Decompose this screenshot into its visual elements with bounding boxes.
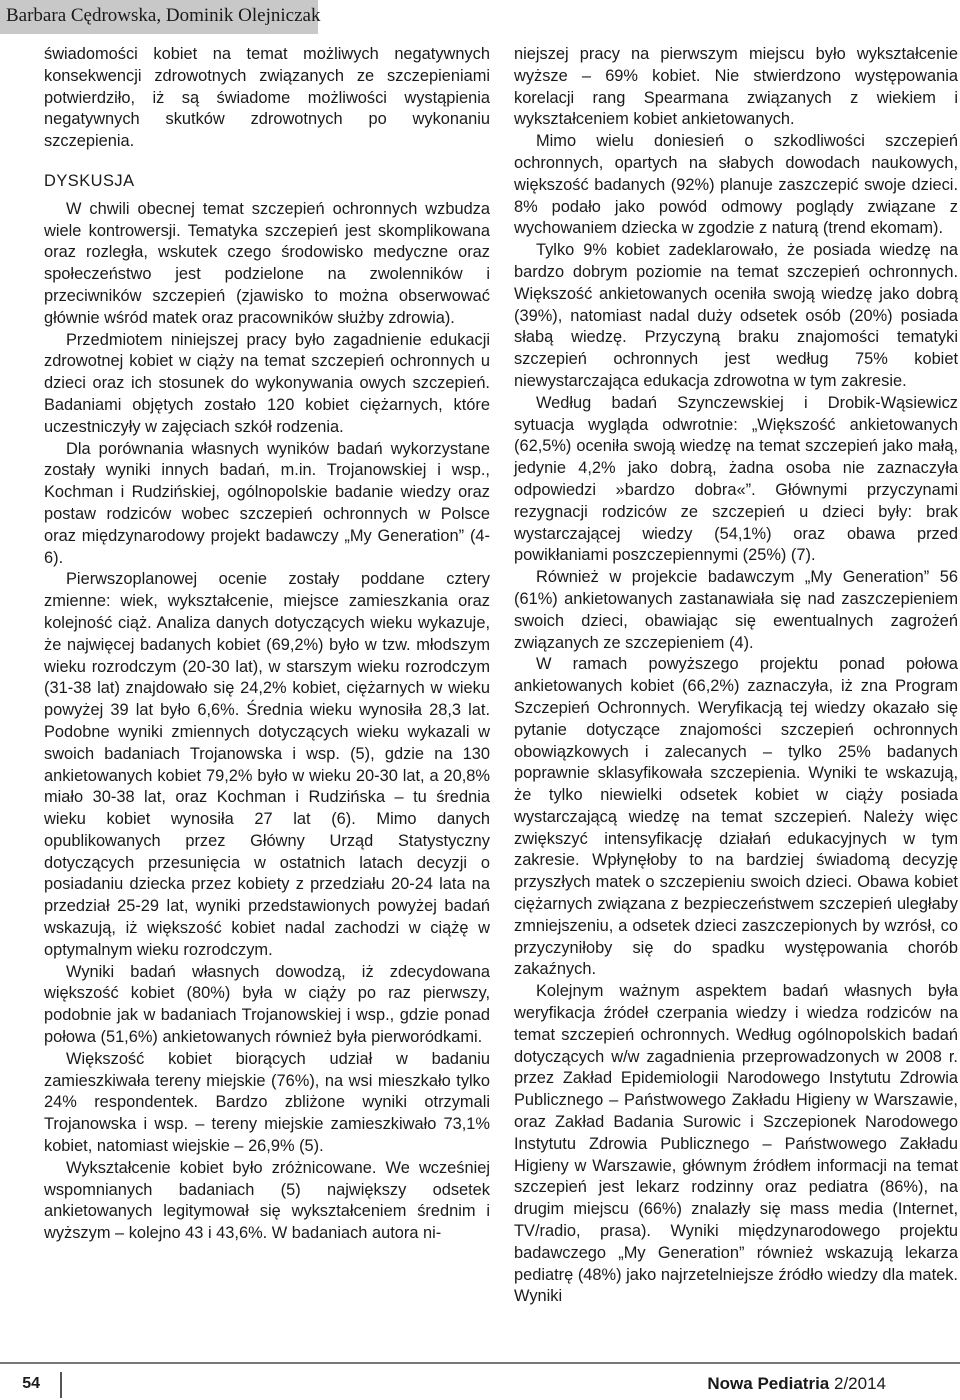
paragraph: Według badań Szynczewskiej i Drobik-Wąsiewicz sytuacja wygląda odwrotnie: „Większość ankietowanych (62,5%) oceniła swoją wiedzę na temat szczepień jako małą, jedynie 4,2% jako dobrą, żadna osoba nie zaznaczyła odpowiedzi »bardzo dobra«”. Głównymi przyczynami rezygnacji rodziców ze szczepień u dzieci były: brak wystarczającej wiedzy (54,1%) oraz obawa przed powikłaniami poszczepiennymi (25%) (7). [514, 393, 958, 565]
paragraph: W chwili obecnej temat szczepień ochronnych wzbudza wiele kontrowersji. Tematyka szczepień jest skomplikowana oraz rozległa, wskutek czego środowisko medyczne oraz społeczeństwo jest podzielone na zwolenników i przeciwników szczepień (zjawisko to można obserwować głównie wśród matek oraz pracowników służby zdrowia). [44, 199, 490, 327]
paragraph: Przedmiotem niniejszej pracy było zagadnienie edukacji zdrowotnej kobiet w ciąży na temat szczepień ochronnych u dzieci oraz ich stosunek do wykonywania owych szczepień. Badaniami objętych zostało 120 kobiet ciężarnych, które uczestniczyły w zajęciach szkół rodzenia. [44, 330, 490, 436]
paragraph: Wyniki badań własnych dowodzą, iż zdecydowana większość kobiet (80%) była w ciąży po raz pierwszy, podobnie jak w badaniach Trojanowskiej i wsp., gdzie ponad połowa (51,6%) ankietowanych również była pierworódkami. [44, 962, 490, 1047]
right-column [514, 44, 958, 1308]
paragraph: W ramach powyższego projektu ponad połowa ankietowanych kobiet (66,2%) zaznaczyła, iż zna Program Szczepień Ochronnych. Weryfikacją tej wiedzy okazało się pytanie dotyczące znajomości szczepień ochronnych obowiązkowych i zalecanych – tylko 25% badanych poprawnie sklasyfikowała szczepienia. Wyniki te wskazują, że tylko niewielki odsetek kobiet w ciąży posiada wystarczającą wiedzę na temat szczepień. Należy więc zwiększyć intensyfikację działań edukacyjnych w tym zakresie. Wpłynęłoby to na bardziej świadomą decyzję przyszłych matek o szczepieniu swoich dzieci. Obawa kobiet ciężarnych związana z bezpieczeństwem szczepień uległaby zmniejszeniu, a odsetek dzieci zaszczepionych by wzrósł, co przyczyniłoby się do spadku występowania chorób zakaźnych. [514, 655, 958, 979]
page-number-box [0, 1372, 62, 1398]
paragraph: Tylko 9% kobiet zadeklarowało, że posiada wiedzę na bardzo dobrym poziomie na temat szczepień ochronnych. Większość ankietowanych oceniła swoją wiedzę jako dobrą (39%), natomiast nadal duży odsetek osób (20%) posiada słabą wiedzę. Przyczyną braku znajomości tematyki szczepień ochronnych jest według 75% kobiet niewystarczająca edukacja zdrowotna w tym zakresie. [514, 241, 958, 390]
paragraph: świadomości kobiet na temat możliwych negatywnych konsekwencji zdrowotnych związanych ze szczepieniami potwierdziło, iż są świadome możliwości wystąpienia negatywnych skutków zdrowotnych po wykonaniu szczepienia. [44, 45, 490, 151]
journal-issue: 2/2014 [834, 1374, 886, 1393]
running-header [0, 0, 321, 34]
section-heading: DYSKUSJA [44, 171, 135, 190]
paragraph: Również w projekcie badawczym „My Generation” 56 (61%) ankietowanych zastanawiała się nad zaszczepieniem swoich dzieci, obawiając się ewentualnych zagrożeń związanych ze szczepieniem (4). [514, 568, 958, 652]
paragraph: Wykształcenie kobiet było zróżnicowane. We wcześniej wspomnianych badaniach (5) największy odsetek ankietowanych legitymował się wykształceniem średnim i wyższym – kolejno 43 i 43,6%. W badaniach autora ni- [44, 1158, 490, 1243]
paragraph: Dla porównania własnych wyników badań wykorzystane zostały wyniki innych badań, m.in. Trojanowskiej i wsp., Kochman i Rudzińskiej, ogólnopolskie badanie wiedzy oraz postaw rodziców wobec szczepień ochronnych w Polsce oraz międzynarodowy projekt badawczy „My Generation” (4-6). [44, 439, 490, 567]
page-number: 54 [22, 1375, 40, 1392]
journal-footer [707, 1374, 886, 1394]
footer-divider [0, 1362, 960, 1364]
left-column [44, 44, 490, 1245]
journal-name: Nowa Pediatria [707, 1374, 830, 1393]
paragraph: niejszej pracy na pierwszym miejscu było wykształcenie wyższe – 69% kobiet. Nie stwierdzono występowania korelacji rang Spearmana związanych z wiekiem i wykształceniem kobiet ankietowanych. [514, 45, 958, 129]
paragraph: Kolejnym ważnym aspektem badań własnych była weryfikacja źródeł czerpania wiedzy i wiedza rodziców na temat szczepień ochronnych. Według ogólnopolskich badań dotyczących w/w zagadnienia przeprowadzonych w 2008 r. przez Zakład Epidemiologii Narodowego Instytutu Zdrowia Publicznego – Państwowego Zakładu Higieny w Warszawie, oraz Zakład Badania Surowic i Szczepionek Narodowego Instytutu Zdrowia Publicznego – Państwowego Zakładu Higieny w Warszawie, głównym źródłem informacji na temat szczepień jest lekarz rodzinny oraz pediatra (86%), na drugim miejscu (66%) znalazły się mass media (Internet, TV/radio, prasa). Wyniki międzynarodowego projektu badawczego „My Generation” również wskazują lekarza pediatrę (48%) jako najrzetelniejsze źródło wiedzy dla matek. Wyniki [514, 982, 958, 1306]
paragraph: Mimo wielu doniesień o szkodliwości szczepień ochronnych, opartych na słabych dowodach naukowych, większość badanych (92%) planuje zaszczepić swoje dzieci. 8% podało jako powód odmowy poglądy związane z wychowaniem dziecka w zgodzie z naturą (trend ekomam). [514, 132, 958, 238]
paragraph: Pierwszoplanowej ocenie zostały poddane cztery zmienne: wiek, wykształcenie, miejsce zamieszkania oraz kolejność ciąż. Analiza danych dotyczących wieku wykazuje, że najwięcej badanych kobiet (69,2%) było w tzw. młodszym wieku rozrodczym (20-30 lat), w starszym wieku rozrodczym (31-38 lat) znajdowało się 24,2% kobiet, ciężarnych w wieku powyżej 39 lat było 6,6%. Średnia wieku wynosiła 28,3 lat. Podobne wyniki zmiennych dotyczących wieku wykazali w swoich badaniach Trojanowska i wsp. (5), gdzie na 130 ankietowanych kobiet 79,2% było w wieku 20-30 lat, a 20,8% miało 30-38 lat, oraz Kochman i Rudzińska – tu średnia wieku kobiet wynosiła 27 lat (6). Mimo danych opublikowanych przez Główny Urząd Statystyczny dotyczących przesunięcia w ostatnich latach decyzji o posiadaniu dziecka przez kobiety z przedziału 20-24 lata na przedział 25-29 lat, wyniki przedstawionych powyżej badań wskazują, iż większość kobiet nadal zachodzi w ciążę w optymalnym wieku rozrodczym. [44, 570, 490, 959]
paragraph: Większość kobiet biorących udział w badaniu zamieszkiwała tereny miejskie (76%), na wsi mieszkało tylko 24% respondentek. Bardzo zbliżone wyniki otrzymali Trojanowska i wsp. – tereny miejskie zamieszkiwało 73,1% kobiet, natomiast wiejskie – 26,9% (5). [44, 1049, 490, 1156]
header-authors: Barbara Cędrowska, Dominik Olejniczak [6, 5, 321, 26]
